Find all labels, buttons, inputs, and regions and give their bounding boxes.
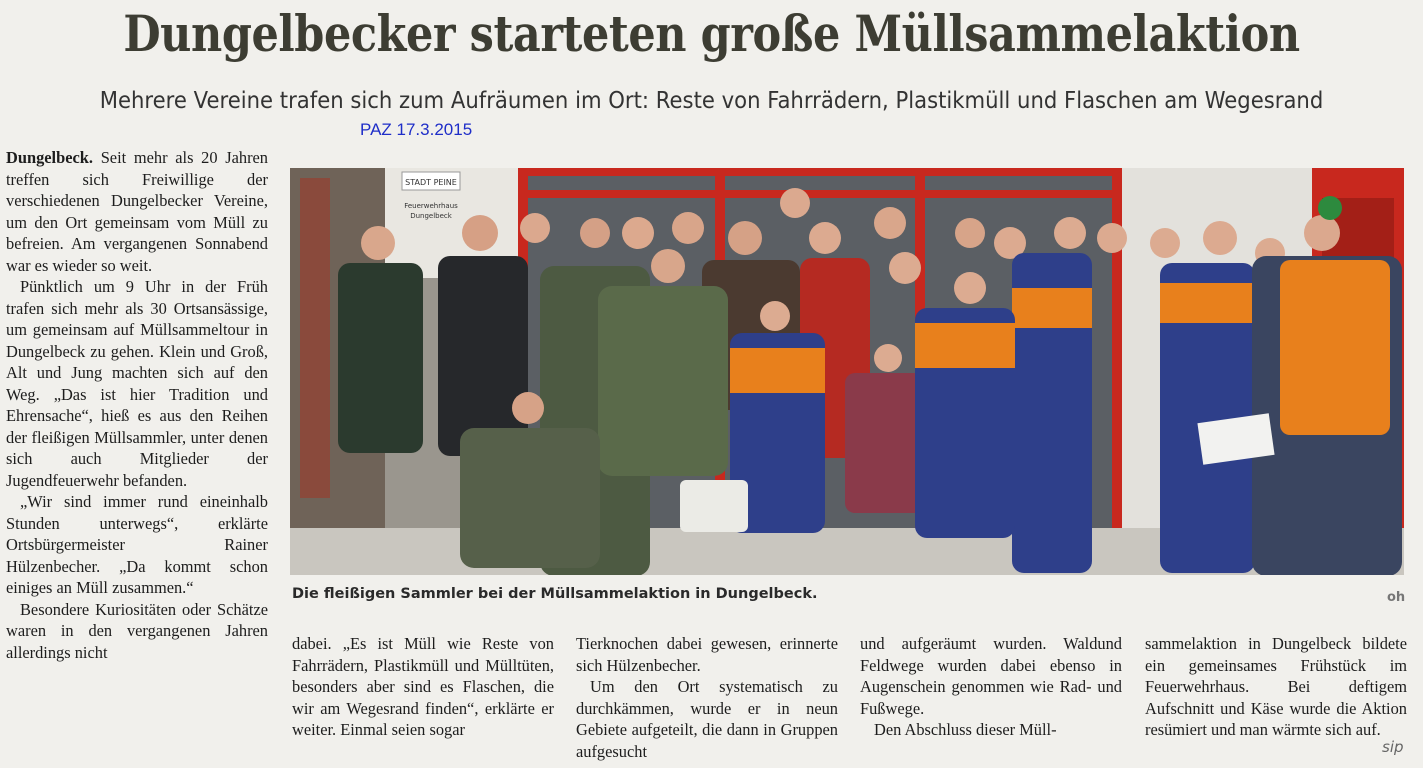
paragraph: dabei. „Es ist Müll wie Reste von Fahrrädern, Plastikmüll und Mülltüten, besonders aber sind es Flaschen, die wir am Wegesrand finden“, erklärte er weiter. Einmal seien sogar bbox=[292, 634, 554, 739]
article-column-1 bbox=[6, 147, 268, 663]
paragraph: und aufgeräumt wurden. Waldund Feldwege wurden dabei ebenso in Augenschein genommen wie Rad- und Fußwege. bbox=[860, 634, 1122, 718]
article-column-4 bbox=[860, 633, 1122, 741]
sign-text: Feuerwehrhaus bbox=[404, 202, 458, 210]
photo-caption: Die fleißigen Sammler bei der Müllsammelaktion in Dungelbeck. bbox=[292, 586, 818, 602]
article-column-3 bbox=[576, 633, 838, 762]
author-signature: sip bbox=[1382, 738, 1404, 756]
sign-text: Dungelbeck bbox=[410, 212, 452, 220]
paragraph: sammelaktion in Dungelbeck bildete ein gemeinsames Frühstück im Feuerwehrhaus. Bei deftigem Aufschnitt und Käse wurde die Aktion resümiert und man wärmte sich auf. bbox=[1145, 634, 1407, 739]
dateline: Dungelbeck. bbox=[6, 148, 93, 167]
group-photo bbox=[290, 168, 1404, 575]
article-column-2 bbox=[292, 633, 554, 741]
paragraph: Den Abschluss dieser Müll- bbox=[874, 720, 1057, 739]
paragraph: Tierknochen dabei gewesen, erinnerte sich Hülzenbecher. bbox=[576, 634, 838, 675]
paragraph: Um den Ort systematisch zu durchkämmen, wurde er in neun Gebiete aufgeteilt, die dann in Gruppen aufgesucht bbox=[576, 677, 838, 761]
photo-credit: oh bbox=[1387, 590, 1406, 605]
paragraph: Besondere Kuriositäten oder Schätze waren in den vergangenen Jahren allerdings nicht bbox=[6, 599, 268, 662]
paragraph: „Wir sind immer rund eineinhalb Stunden unterwegs“, erklärte Ortsbürgermeister Rainer Hülzenbecher. „Da kommt schon einiges an Müll zusammen.“ bbox=[6, 492, 268, 597]
group-photo-illustration bbox=[290, 168, 1404, 575]
article-column-5 bbox=[1145, 633, 1407, 741]
bucket bbox=[680, 480, 748, 532]
subheadline: Mehrere Vereine trafen sich zum Aufräumen im Ort: Reste von Fahrrädern, Plastikmüll und Flaschen am Wegesrand bbox=[99, 88, 1324, 114]
paragraph: Pünktlich um 9 Uhr in der Früh trafen sich mehr als 30 Ortsansässige, um gemeinsam auf Müllsammeltour in Dungelbeck zu gehen. Klein und Groß, Alt und Jung machten sich auf den Weg. „Das ist hier Tradition und Ehrensache“, hieß es aus den Reihen der fleißigen Müllsammler, unter denen sich auch Mitglieder der Jugendfeuerwehr befanden. bbox=[6, 277, 268, 490]
sign-text: STADT PEINE bbox=[405, 178, 457, 187]
paragraph: Seit mehr als 20 Jahren treffen sich Freiwillige der verschiedenen Dungelbecker Vereine, um den Ort gemeinsam vom Müll zu befreien. Am vergangenen Sonnabend war es wieder so weit. bbox=[6, 148, 268, 275]
headline: Dungelbecker starteten große Müllsammelaktion bbox=[123, 4, 1300, 63]
date-stamp: PAZ 17.3.2015 bbox=[360, 120, 473, 139]
